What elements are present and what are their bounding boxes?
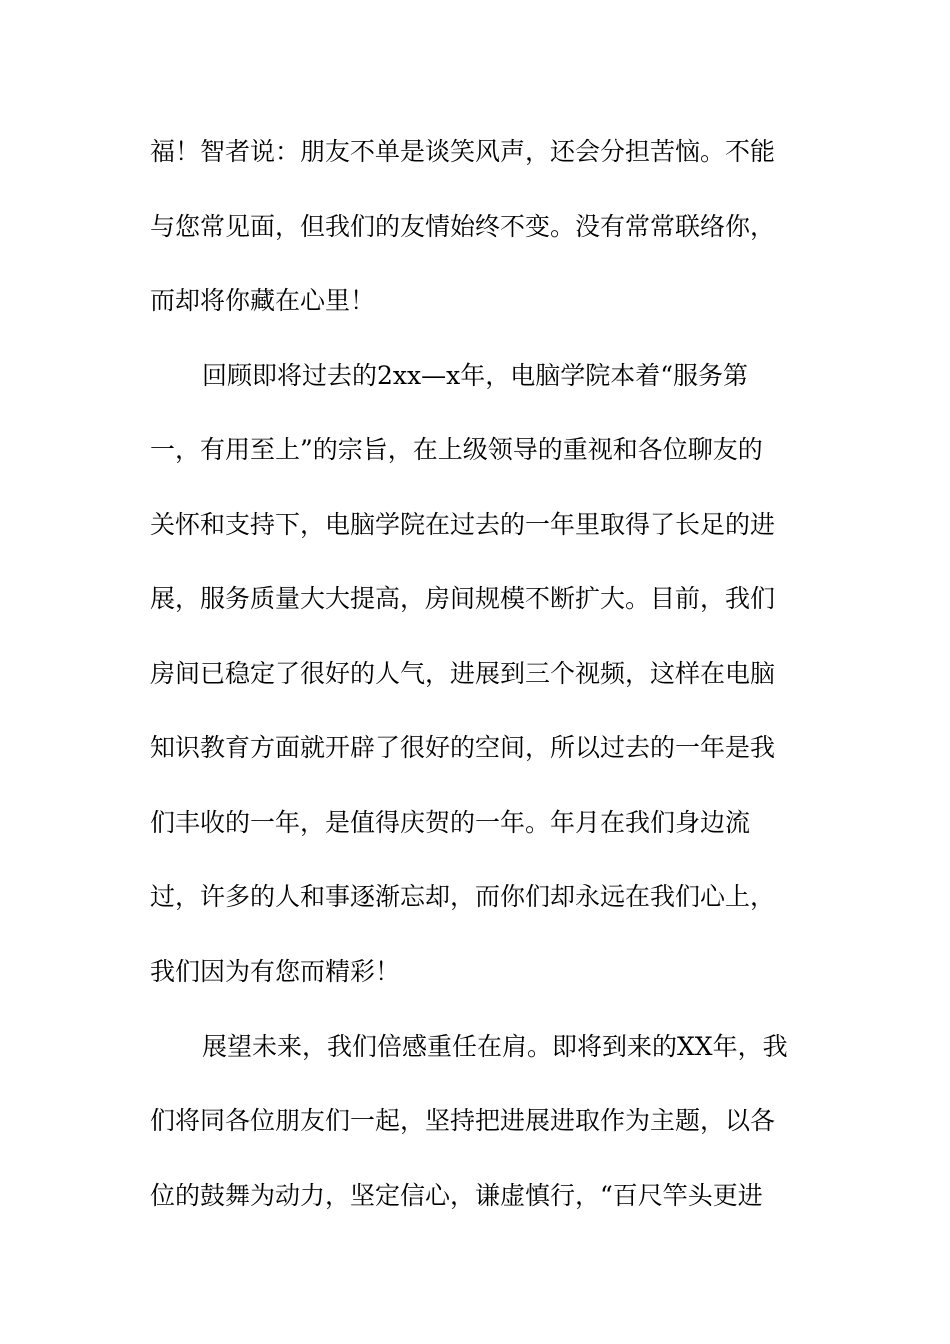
- text-line: 而却将你藏在心里！: [150, 286, 376, 315]
- text-line: 们将同各位朋友们一起，坚持把进展进取作为主题，以各: [150, 1106, 776, 1135]
- text-line: 与您常见面，但我们的友情始终不变。没有常常联络你，: [150, 212, 776, 241]
- text-line: 我们因为有您而精彩！: [150, 957, 401, 986]
- text-line: 们丰收的一年，是值得庆贺的一年。年月在我们身边流: [150, 808, 751, 837]
- paragraph-first-line: 展望未来，我们倍感重任在肩。即将到来的XX年，我: [202, 1032, 788, 1061]
- text-line: 过，许多的人和事逐渐忘却，而你们却永远在我们心上，: [150, 882, 776, 911]
- text-line: 知识教育方面就开辟了很好的空间，所以过去的一年是我: [150, 733, 776, 762]
- text-line: 福！智者说：朋友不单是谈笑风声，还会分担苦恼。不能: [150, 137, 776, 166]
- text-line: 位的鼓舞为动力，坚定信心，谦虚慎行，“百尺竿头更进: [150, 1181, 763, 1210]
- paragraph-first-line: 回顾即将过去的2xx—x年，电脑学院本着“服务第: [202, 361, 748, 390]
- text-line: 关怀和支持下，电脑学院在过去的一年里取得了长足的进: [150, 510, 776, 539]
- text-line: 一，有用至上”的宗旨，在上级领导的重视和各位聊友的: [150, 435, 763, 464]
- text-line: 房间已稳定了很好的人气，进展到三个视频，这样在电脑: [150, 659, 776, 688]
- text-line: 展，服务质量大大提高，房间规模不断扩大。目前，我们: [150, 584, 776, 613]
